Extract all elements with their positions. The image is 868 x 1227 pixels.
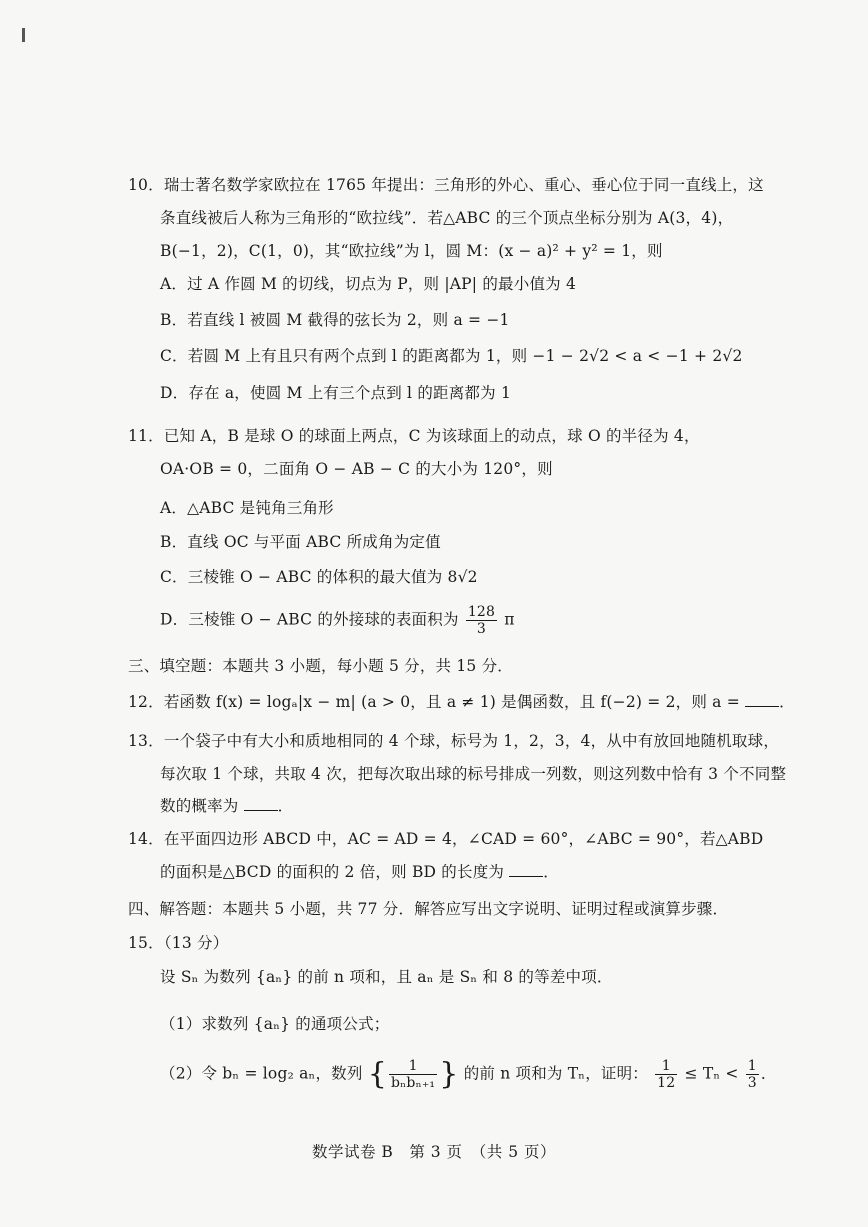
q13-line3: 数的概率为 ． (160, 797, 294, 815)
q15-part1: （1）求数列 {aₙ} 的通项公式； (160, 1015, 390, 1033)
fraction-numerator: 1 (655, 1058, 677, 1075)
q15-sequence-fraction (389, 1058, 437, 1091)
q15-period: ． (760, 1064, 777, 1083)
q15-part2-intro: （2）令 bₙ = log₂ aₙ，数列 (160, 1064, 363, 1083)
q15-inequality: ≤ Tₙ < (684, 1064, 739, 1083)
right-brace: } (439, 1056, 459, 1092)
q12-answer-blank[interactable] (745, 692, 779, 707)
q10-option-d: D．存在 a，使圆 M 上有三个点到 l 的距离都为 1 (160, 384, 512, 402)
q14-line1: 14．在平面四边形 ABCD 中，AC = AD = 4，∠CAD = 60°，∠ABC = 90°，若△ABD (128, 830, 764, 848)
fraction-denominator: 3 (747, 1075, 757, 1091)
fraction-numerator: 1 (389, 1058, 437, 1075)
q13-line1: 13．一个袋子中有大小和质地相同的 4 个球，标号为 1，2，3，4，从中有放回地随机取球， (128, 732, 780, 750)
q15-part2 (160, 1058, 777, 1091)
q13-line2: 每次取 1 个球，共取 4 次，把每次取出球的标号排成一列数，则这列数中恰有 3 个不同整 (160, 765, 787, 783)
q14-line2-text: 的面积是△BCD 的面积的 2 倍，则 BD 的长度为 (160, 863, 505, 881)
q11-option-d-pi: π (504, 610, 515, 629)
q15-upper-bound-fraction (746, 1058, 759, 1091)
q11-line2: OA·OB = 0，二面角 O − AB − C 的大小为 120°，则 (160, 460, 553, 478)
q11-option-d-text: D．三棱锥 O − ABC 的外接球的表面积为 (160, 610, 459, 629)
section-4-heading: 四、解答题：本题共 5 小题，共 77 分．解答应写出文字说明、证明过程或演算步骤． (128, 900, 729, 918)
section-3-heading: 三、填空题：本题共 3 小题，每小题 5 分，共 15 分． (128, 657, 514, 675)
q10-line2: 条直线被后人称为三角形的“欧拉线”．若△ABC 的三个顶点坐标分别为 A(3，4)， (160, 209, 734, 227)
q11-option-c: C．三棱锥 O − ABC 的体积的最大值为 8√2 (160, 568, 478, 586)
fraction-denominator: bₙbₙ₊₁ (391, 1075, 436, 1091)
left-brace: { (367, 1056, 387, 1092)
q10-option-b: B．若直线 l 被圆 M 截得的弦长为 2，则 a = −1 (160, 311, 510, 329)
q10-line3: B(−1，2)，C(1，0)，其“欧拉线”为 l，圆 M：(x − a)² + y² = 1，则 (160, 242, 663, 260)
fraction-numerator: 1 (747, 1058, 757, 1074)
q15-part2-middle: 的前 n 项和为 Tₙ，证明： (463, 1064, 648, 1083)
q12-text: 12．若函数 f(x) = logₐ|x − m| (a > 0，且 a ≠ 1) 是偶函数，且 f(−2) = 2，则 a = (128, 693, 740, 711)
q15-lower-bound-fraction (655, 1058, 677, 1091)
q11-line1: 11．已知 A，B 是球 O 的球面上两点，C 为该球面上的动点，球 O 的半径为 4， (128, 427, 700, 445)
q11-option-d (160, 604, 515, 637)
q15-stem: 设 Sₙ 为数列 {aₙ} 的前 n 项和，且 aₙ 是 Sₙ 和 8 的等差中项． (160, 968, 613, 986)
fraction-denominator: 3 (476, 621, 487, 637)
fraction-numerator: 128 (467, 604, 496, 620)
q15-heading: 15．（13 分） (128, 934, 229, 952)
page-footer: 数学试卷 B 第 3 页 （共 5 页） (312, 1143, 556, 1161)
q11-option-d-fraction (466, 604, 497, 637)
q11-option-a: A．△ABC 是钝角三角形 (160, 499, 334, 517)
q11-option-b: B．直线 OC 与平面 ABC 所成角为定值 (160, 533, 441, 551)
q10-option-c: C．若圆 M 上有且只有两个点到 l 的距离都为 1，则 −1 − 2√2 < a < −1 + 2√2 (160, 347, 743, 365)
fraction-denominator: 12 (657, 1075, 676, 1091)
q13-line3-text: 数的概率为 (160, 797, 239, 815)
q10-line1: 10．瑞士著名数学家欧拉在 1765 年提出：三角形的外心、重心、垂心位于同一直线上，这 (128, 176, 764, 194)
q13-answer-blank[interactable] (244, 796, 278, 811)
q10-option-a: A．过 A 作圆 M 的切线，切点为 P，则 |AP| 的最小值为 4 (160, 275, 577, 293)
q14-answer-blank[interactable] (509, 862, 543, 877)
q12: 12．若函数 f(x) = logₐ|x − m| (a > 0，且 a ≠ 1) 是偶函数，且 f(−2) = 2，则 a = ． (128, 693, 795, 711)
q14-line2: 的面积是△BCD 的面积的 2 倍，则 BD 的长度为 ． (160, 863, 559, 881)
scan-mark (22, 28, 25, 42)
